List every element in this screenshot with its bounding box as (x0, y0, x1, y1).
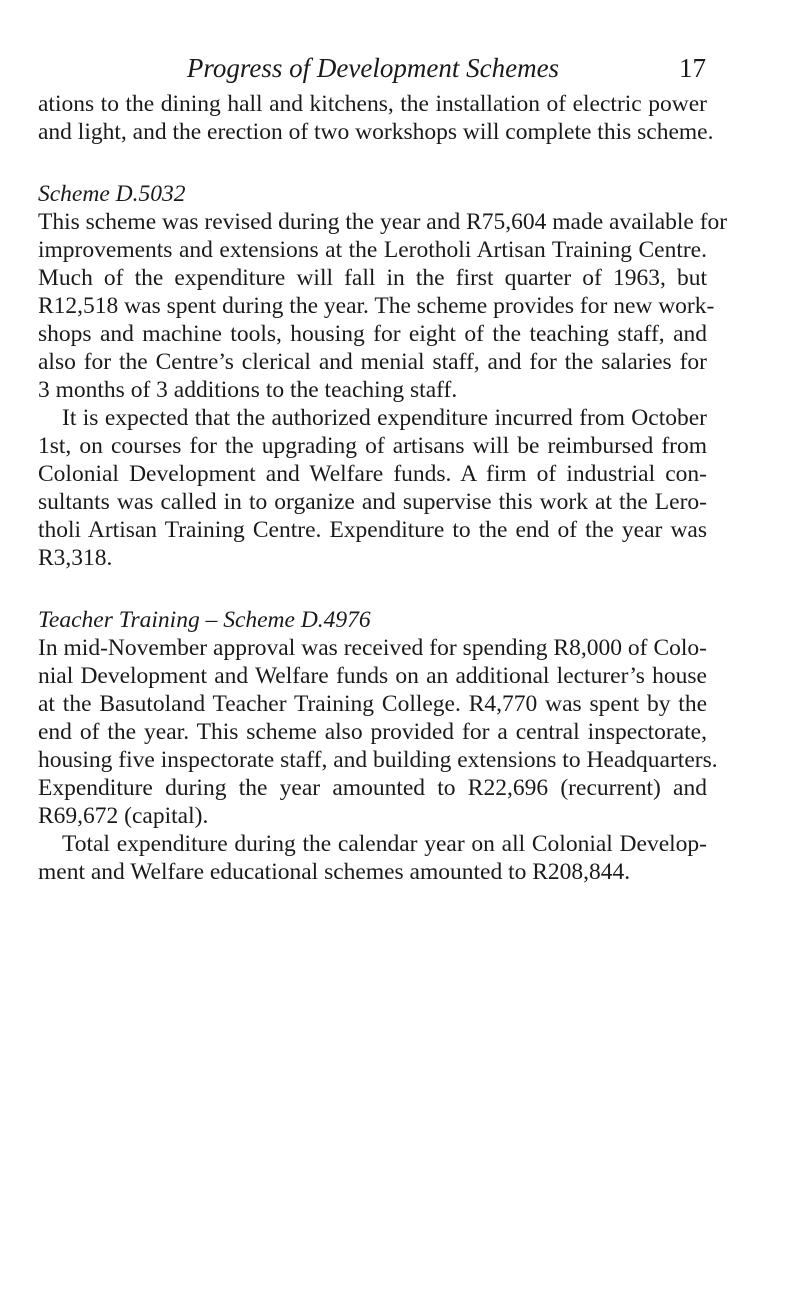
text-line: and light, and the erection of two workshops will complete this scheme. (38, 119, 714, 145)
text-line: Total expenditure during the calendar year on all Colonial Develop- (62, 831, 707, 857)
text-line: R69,672 (capital). (38, 803, 209, 829)
text-line: also for the Centre’s clerical and menial staff, and for the salaries for (38, 349, 707, 375)
text-line: nial Development and Welfare funds on an additional lecturer’s house (38, 663, 707, 689)
page-number: 17 (679, 53, 706, 83)
running-head (38, 48, 708, 88)
text-line: sultants was called in to organize and supervise this work at the Lero- (38, 489, 707, 515)
teacher-training-paragraph-1 (38, 634, 718, 830)
text-line: This scheme was revised during the year and R75,604 made available for (38, 209, 728, 235)
text-line: R3,318. (38, 545, 113, 571)
running-title: Progress of Development Schemes (186, 53, 560, 83)
text-line: 3 months of 3 additions to the teaching staff. (38, 377, 458, 403)
text-line: In mid-November approval was received for spending R8,000 of Colo- (38, 635, 707, 661)
text-line: at the Basutoland Teacher Training College. R4,770 was spent by the (38, 691, 707, 717)
teacher-training-paragraph-2 (38, 830, 707, 886)
section-heading-teacher-training: Teacher Training – Scheme D.4976 (38, 607, 371, 633)
text-line: 1st, on courses for the upgrading of artisans will be reimbursed from (38, 433, 707, 459)
text-line: shops and machine tools, housing for eight of the teaching staff, and (38, 321, 707, 347)
text-line: housing five inspectorate staff, and building extensions to Headquarters. (38, 747, 718, 773)
text-line: Much of the expenditure will fall in the first quarter of 1963, but (38, 265, 707, 291)
text-line: improvements and extensions at the Lerotholi Artisan Training Centre. (38, 237, 707, 263)
section-heading-scheme-d5032: Scheme D.5032 (38, 181, 186, 207)
text-line: ment and Welfare educational schemes amounted to R208,844. (38, 859, 631, 885)
scheme-d5032-paragraph-1 (38, 208, 728, 404)
text-line: It is expected that the authorized expenditure incurred from October (62, 405, 707, 431)
text-line: tholi Artisan Training Centre. Expenditure to the end of the year was (38, 517, 707, 543)
continuation-paragraph (38, 90, 714, 146)
text-line: R12,518 was spent during the year. The scheme provides for new work- (38, 293, 715, 319)
scheme-d5032-paragraph-2 (38, 404, 707, 572)
text-line: Expenditure during the year amounted to R22,696 (recurrent) and (38, 775, 707, 801)
text-line: end of the year. This scheme also provided for a central inspectorate, (38, 719, 707, 745)
text-line: Colonial Development and Welfare funds. A firm of industrial con- (38, 461, 707, 487)
text-line: ations to the dining hall and kitchens, the installation of electric power (38, 91, 707, 117)
body-text (38, 90, 728, 886)
